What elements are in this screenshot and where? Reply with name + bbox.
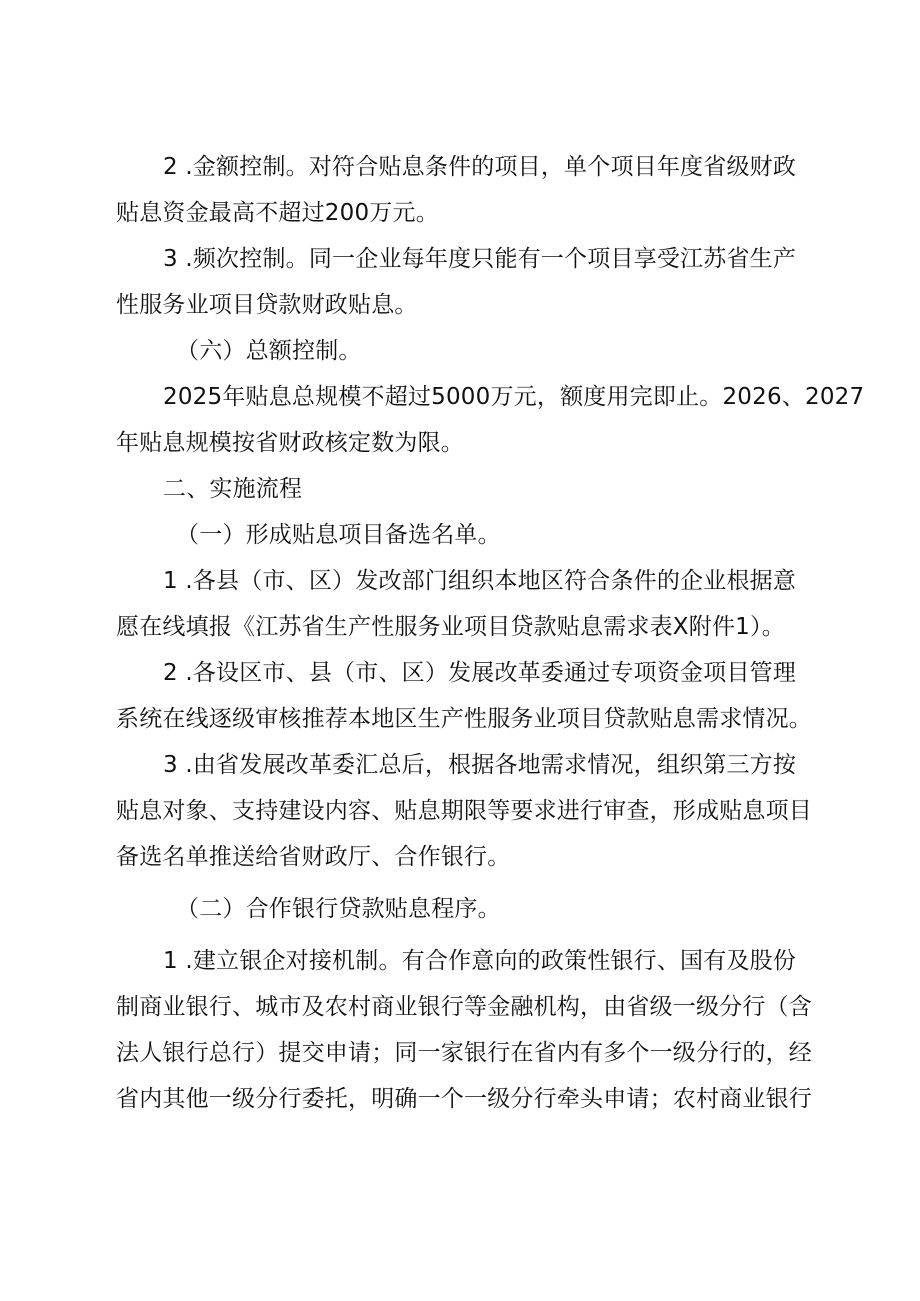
- paragraph-line: 2 .各设区市、县（市、区）发展改革委通过专项资金项目管理: [163, 660, 797, 686]
- paragraph-line: 制商业银行、城市及农村商业银行等金融机构，由省级一级分行（含: [116, 994, 812, 1020]
- paragraph-line: 3 .频次控制。同一企业每年度只能有一个项目享受江苏省生产: [163, 246, 797, 272]
- paragraph-line: 3 .由省发展改革委汇总后，根据各地需求情况，组织第三方按: [163, 752, 797, 778]
- paragraph-line: 系统在线逐级审核推荐本地区生产性服务业项目贷款贴息需求情况。: [116, 706, 812, 732]
- paragraph-line: 法人银行总行）提交申请；同一家银行在省内有多个一级分行的，经: [116, 1040, 812, 1066]
- paragraph-line: 贴息对象、支持建设内容、贴息期限等要求进行审查，形成贴息项目: [116, 798, 812, 824]
- section-heading: （一）形成贴息项目备选名单。: [176, 522, 501, 548]
- paragraph-line: 年贴息规模按省财政核定数为限。: [116, 430, 464, 456]
- paragraph-line: 2 .金额控制。对符合贴息条件的项目，单个项目年度省级财政: [163, 154, 797, 180]
- paragraph-line: 1 .各县（市、区）发改部门组织本地区符合条件的企业根据意: [163, 568, 797, 594]
- paragraph-line: 性服务业项目贷款财政贴息。: [116, 292, 418, 318]
- section-heading: （六）总额控制。: [176, 338, 362, 364]
- chapter-heading: 二、实施流程: [163, 476, 303, 502]
- paragraph-line: 省内其他一级分行委托，明确一个一级分行牵头申请；农村商业银行: [116, 1086, 812, 1112]
- section-heading: （二）合作银行贷款贴息程序。: [176, 896, 501, 922]
- paragraph-line: 2025年贴息总规模不超过5000万元，额度用完即止。2026、2027: [163, 384, 865, 410]
- paragraph-line: 愿在线填报《江苏省生产性服务业项目贷款贴息需求表X附件1）。: [116, 614, 785, 640]
- paragraph-line: 1 .建立银企对接机制。有合作意向的政策性银行、国有及股份: [163, 948, 797, 974]
- paragraph-line: 备选名单推送给省财政厅、合作银行。: [116, 844, 511, 870]
- paragraph-line: 贴息资金最高不超过200万元。: [116, 200, 439, 226]
